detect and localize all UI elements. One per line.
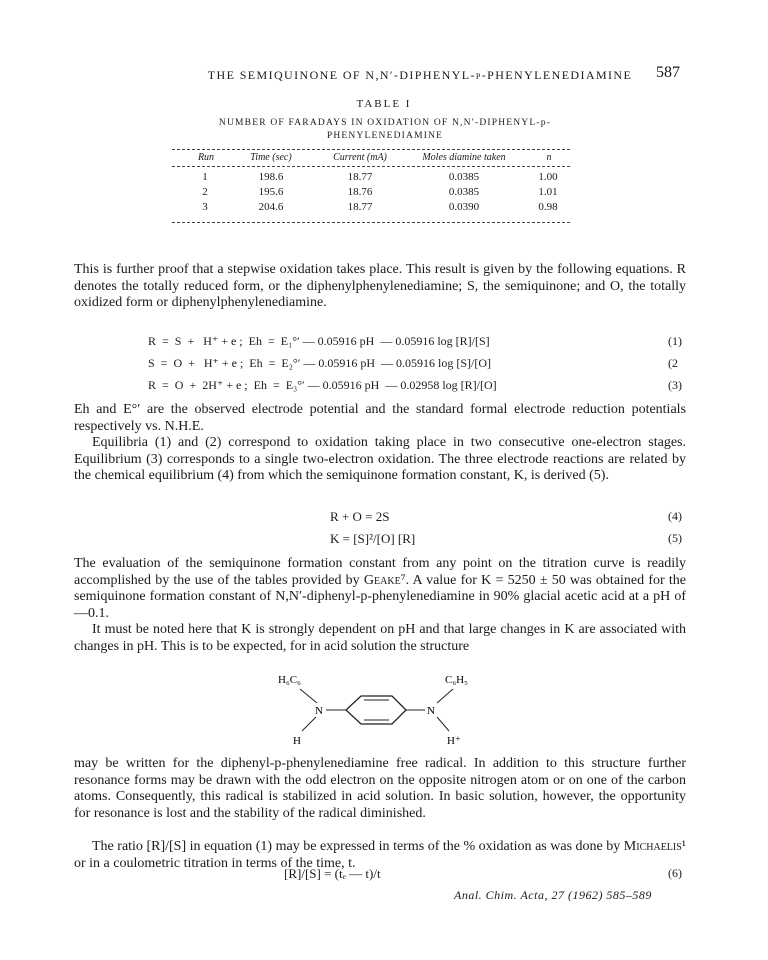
table-caption: NUMBER OF FARADAYS IN OXIDATION OF N,N′-DIPHENYL-p-PHENYLENEDIAMINE xyxy=(218,118,552,141)
table-cell: 0.98 xyxy=(538,201,558,213)
table-label: TABLE I xyxy=(356,98,412,110)
table-header-run: Run xyxy=(197,152,215,163)
equation-2: S = O + H⁺ + e ; Eh = E₂°′ — 0.05916 pH — 0.05916 log [S]/[O] xyxy=(148,356,491,370)
equation-5: K = [S]²/[O] [R] xyxy=(330,531,416,546)
text-run: ⁷. A value for K = 5250 ± 50 was obtained for the semiquinone formation constant of N,N′-diphenyl-p-phenylenediamine in 90% glacial acetic acid at a pH of —0.1. xyxy=(74,572,686,621)
text-run: The ratio [R]/[S] in equation (1) may be expressed in terms of the % oxidation as was done by xyxy=(92,839,624,854)
paragraph-free-radical: may be written for the diphenyl-p-phenylenediamine free radical. In addition to this structure further resonance forms may be drawn with the odd electron on the opposite nitrogen atom or on one of the carbon atoms. Consequently, this radical is stabilized in acid solution. In basic solution, however, the opportunity for resonance is lost and the stability of the radical diminished. xyxy=(74,756,686,821)
equation-1: R = S + H⁺ + e ; Eh = E₁°′ — 0.05916 pH — 0.05916 log [R]/[S] xyxy=(148,334,490,348)
table-cell: 18.77 xyxy=(347,201,373,213)
author-name: Geake xyxy=(363,572,401,588)
bond-line xyxy=(302,717,316,731)
author-name: Michaelis xyxy=(623,839,682,854)
right-nitrogen-label: N xyxy=(427,705,435,717)
table-cell: 195.6 xyxy=(258,186,284,198)
left-hydrogen-label: H xyxy=(293,735,301,747)
equation-1-number: (1) xyxy=(668,334,682,348)
bond-line xyxy=(437,689,453,703)
table-cell: 1.01 xyxy=(538,186,558,198)
table-header-time: Time (sec) xyxy=(250,152,292,163)
right-phenyl-label: C₆H₅ xyxy=(445,674,468,686)
table-cell: 204.6 xyxy=(258,201,284,213)
right-proton-label: H⁺ xyxy=(447,735,461,747)
journal-citation: Anal. Chim. Acta, 27 (1962) 585–589 xyxy=(454,888,652,902)
bond-line xyxy=(300,689,317,703)
running-head: THE SEMIQUINONE OF N,N′-DIPHENYL-p-PHENYLENEDIAMINE xyxy=(207,68,633,82)
paragraph-potentials: Eh and E°′ are the observed electrode potential and the standard formal electrode reduction potentials respectively vs. N.H.E. xyxy=(74,402,686,434)
text-run: ¹ or in a coulometric titration in terms of the time, t. xyxy=(74,839,686,871)
table-cell: 1.00 xyxy=(538,171,558,183)
equation-3: R = O + 2H⁺ + e ; Eh = E₃°′ — 0.05916 pH — 0.02958 log [R]/[O] xyxy=(148,378,497,392)
paragraph-stepwise-oxidation: This is further proof that a stepwise oxidation takes place. This result is given by the following equations. R denotes the totally reduced form, or the diphenylphenylenediamine; S, the semiquinone; and O, the totally oxidized form or diphenylphenylenediamine. xyxy=(74,262,686,310)
text-run: The evaluation of the semiquinone formation constant from any point on the titration curve is readily accomplished by the use of the tables provided by xyxy=(74,556,686,588)
table-cell: 2 xyxy=(202,186,208,198)
table-cell: 18.76 xyxy=(347,186,373,198)
equation-6: [R]/[S] = (tₑ — t)/t xyxy=(284,866,381,881)
equation-5-number: (5) xyxy=(668,531,682,545)
table-cell: 0.0385 xyxy=(448,186,480,198)
equation-2-number: (2 xyxy=(668,356,678,370)
table-cell: 0.0385 xyxy=(448,171,480,183)
table-cell: 0.0390 xyxy=(448,201,480,213)
left-nitrogen-label: N xyxy=(315,705,323,717)
table-header-n: n xyxy=(546,152,552,163)
equation-4-number: (4) xyxy=(668,509,682,523)
equation-3-number: (3) xyxy=(668,378,682,392)
table-header-current: Current (mA) xyxy=(333,152,387,163)
table-cell: 1 xyxy=(202,171,208,183)
equation-6-number: (6) xyxy=(668,866,682,880)
left-phenyl-label: H₆C₆ xyxy=(278,674,301,686)
bond-line xyxy=(437,717,449,731)
page-number: 587 xyxy=(656,64,680,81)
table-header-moles: Moles diamine taken xyxy=(422,152,506,163)
table-cell: 3 xyxy=(202,201,208,213)
table-cell: 18.77 xyxy=(347,171,373,183)
equation-4: R + O = 2S xyxy=(330,509,390,524)
paragraph-equilibria: Equilibria (1) and (2) correspond to oxidation taking place in two consecutive one-electron stages. Equilibrium (3) corresponds to a single two-electron oxidation. The three electrode reactions are related by the chemical equilibrium (4) from which the semiquinone formation constant, K, is derived (5). xyxy=(74,435,686,483)
table-cell: 198.6 xyxy=(258,171,284,183)
paragraph-ph-dependence: It must be noted here that K is strongly dependent on pH and that large changes in K are associated with changes in pH. This is to be expected, for in acid solution the structure xyxy=(74,622,686,654)
